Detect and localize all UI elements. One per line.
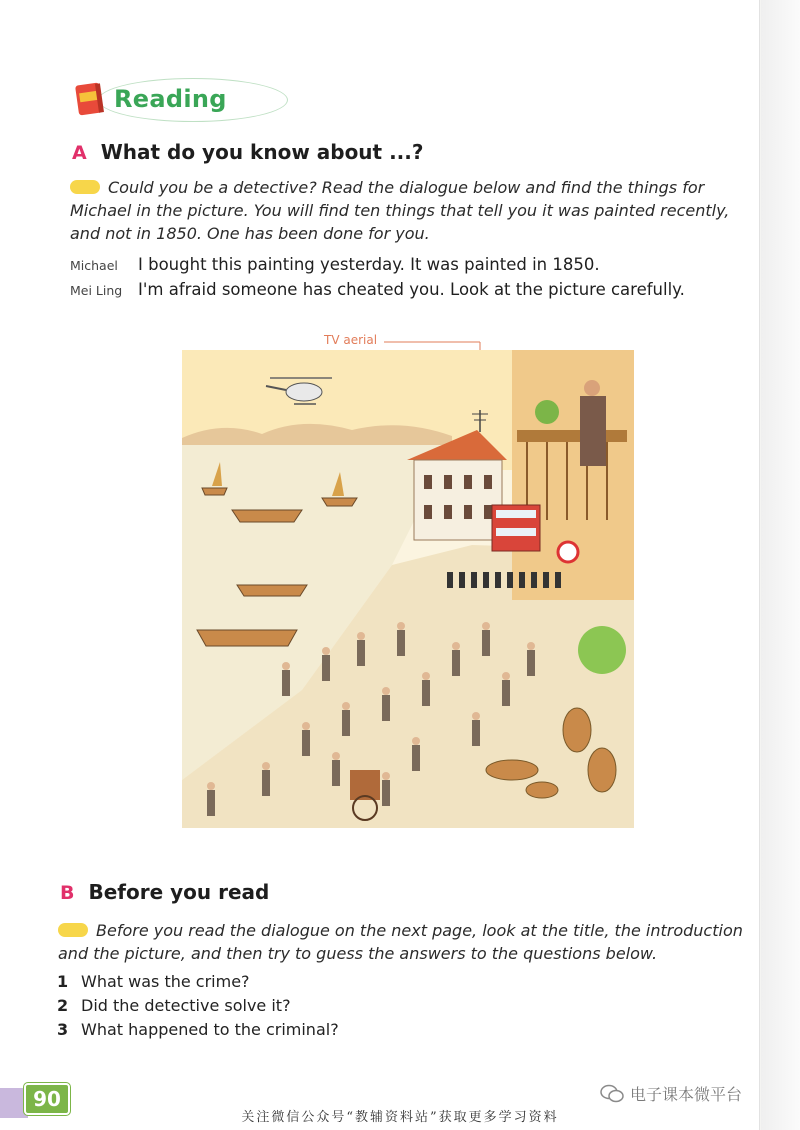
question-number: 1 [57,972,69,991]
instruction-line: Michael in the picture. You will find ten things that tell you it was painted recently, [70,201,730,220]
hovercraft-icon [232,510,302,522]
reading-header [74,78,294,122]
section-b-letter: B [60,882,75,904]
highlight-marker [70,180,100,194]
section-b-title: Before you read [88,880,270,904]
highlight-marker [58,923,88,937]
metro-sign-icon [558,542,578,562]
instruction-line: Before you read the dialogue on the next page, look at the title, the introduction [96,921,743,940]
instruction-line: and not in 1850. One has been done for you. [70,224,430,243]
section-a-heading [72,140,423,164]
question-number: 3 [57,1020,69,1039]
page-number: 90 [24,1083,70,1115]
question-item [57,1018,339,1042]
reading-title: Reading [114,85,227,113]
question-list [57,970,339,1042]
tv-aerial-label: TV aerial [324,333,378,347]
dialogue-line [70,255,600,274]
instruction-line: Could you be a detective? Read the dialogue below and find the things for [108,178,705,197]
watermark-footer: 关注微信公众号“教辅资料站”获取更多学习资料 [241,1110,559,1125]
page-edge [761,0,800,1130]
harbour-street-illustration [182,350,634,828]
question-item [57,970,339,994]
dialogue-line [70,280,685,299]
speaker-name: Michael [70,258,118,273]
question-text: Did the detective solve it? [81,996,291,1015]
question-text: What was the crime? [81,972,250,991]
section-b-heading [60,880,269,904]
section-a-instructions [70,176,750,245]
section-a-title: What do you know about ...? [100,140,424,164]
instruction-line: and the picture, and then try to guess the answers to the questions below. [58,944,658,963]
watermark-brand-text: 电子课本微平台 [630,1085,743,1104]
question-text: What happened to the criminal? [81,1020,339,1039]
speaker-name: Mei Ling [70,283,123,298]
dialogue-text: I'm afraid someone has cheated you. Look at the picture carefully. [138,280,685,299]
watermark-brand [600,1082,742,1105]
question-item [57,994,339,1018]
dialogue-text: I bought this painting yesterday. It was painted in 1850. [138,255,600,274]
wechat-icon [600,1084,624,1104]
section-a-letter: A [72,142,87,164]
double-decker-bus-icon [492,505,540,551]
section-b-instructions [58,919,748,965]
book-icon [74,80,108,118]
question-number: 2 [57,996,69,1015]
